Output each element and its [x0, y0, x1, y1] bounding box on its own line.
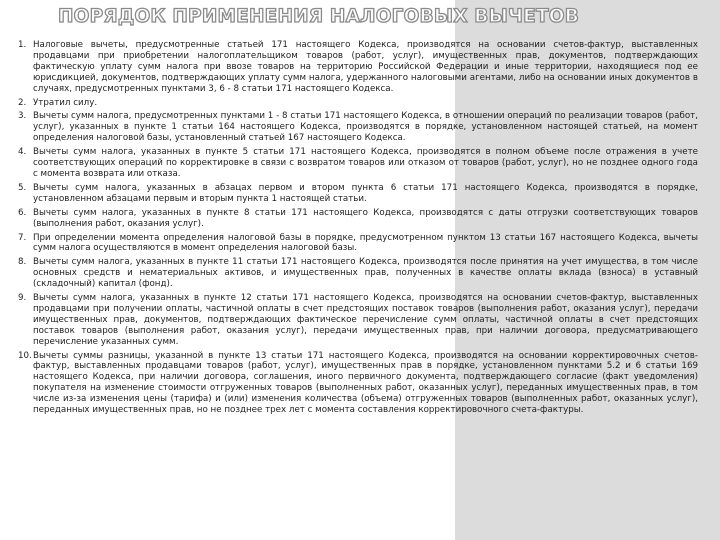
item-number: 7. [18, 232, 27, 243]
item-number: 4. [18, 147, 27, 158]
item-text: Вычеты сумм налога, указанных в пункте 5 статьи 171 настоящего Кодекса, производятся в полном объеме после отражения в учете соответствующих операций по корректировке в связи с возвратом товаров или отказом от товаров (работ, услуг), но не позднее одного года с момента возврата или отказа. [33, 147, 698, 179]
list-item [18, 183, 698, 205]
item-number: 10. [18, 350, 32, 361]
item-number: 5. [18, 182, 27, 193]
list-item [18, 233, 698, 255]
list-item [18, 40, 698, 95]
list-item [18, 208, 698, 230]
list-item [18, 111, 698, 144]
item-text: Налоговые вычеты, предусмотренные статьей 171 настоящего Кодекса, производятся на основании счетов-фактур, выставленных продавцами при приобретении налогоплательщиком товаров (работ, услуг), имущественных прав, документов, подтверждающих фактическую уплату сумм налога при ввозе товаров на территорию Российской Федерации и иные территории, находящиеся под ее юрисдикцией, документов, подтверждающих уплату сумм налога, удержанного налоговыми агентами, либо на основании иных документов в случаях, предусмотренных пунктами 3, 6 - 8 статьи 171 настоящего Кодекса. [33, 40, 698, 94]
item-number: 3. [18, 111, 27, 122]
list-item [18, 293, 698, 348]
item-text: Вычеты сумм налога, указанных в пункте 11 статьи 171 настоящего Кодекса, производятся после принятия на учет имущества, в том числе основных средств и нематериальных активов, и имущественных прав, полученных в качестве оплаты вклада (взноса) в уставный (складочный) капитал (фонд). [33, 257, 698, 290]
item-text: Вычеты сумм налога, указанных в абзацах первом и втором пункта 6 статьи 171 настоящего Кодекса, производятся в порядке, установленном абзацами первым и вторым пункта 1 настоящей статьи. [33, 182, 698, 204]
item-text: Вычеты сумм налога, указанных в пункте 12 статьи 171 настоящего Кодекса, производятся на основании счетов-фактур, выставленных продавцами при получении оплаты, частичной оплаты в счет предстоящих поставок товаров (выполнения работ, оказания услуг), передачи имущественных прав, документов, подтверждающих фактическое перечисление сумм оплаты, частичной оплаты в счет предстоящих поставок товаров (выполнения работ, оказания услуг), передачи имущественных прав, при наличии договора, предусматривающего перечисление указанных сумм. [33, 293, 698, 347]
deductions-list [18, 40, 698, 419]
item-text: Вычеты суммы разницы, указанной в пункте 13 статьи 171 настоящего Кодекса, производятся на основании корректировочных счетов-фактур, выставленных продавцами товаров (работ, услуг), имущественных прав в порядке, установленном пунктами 5.2 и 6 статьи 169 настоящего Кодекса, при наличии договора, соглашения, иного первичного документа, подтверждающего согласие (факт уведомления) покупателя на изменение стоимости отгруженных товаров (выполненных работ, оказанных услуг), переданных имущественных прав, в том числе из-за изменения цены (тарифа) и (или) изменения количества (объема) отгруженных товаров (выполненных работ, оказанных услуг), переданных имущественных прав, но не позднее трех лет с момента составления корректировочного счета-фактуры. [33, 350, 698, 416]
item-text: Вычеты сумм налога, предусмотренных пунктами 1 - 8 статьи 171 настоящего Кодекса, в отношении операций по реализации товаров (работ, услуг), указанных в пункте 1 статьи 164 настоящего Кодекса, производятся в порядке, установленном настоящей статьей, на момент определения налоговой базы, установленный статьей 167 настоящего Кодекса. [33, 111, 698, 144]
item-number: 6. [18, 207, 27, 218]
list-item [18, 98, 698, 109]
list-item [18, 147, 698, 180]
page-title: ПОРЯДОК ПРИМЕНЕНИЯ НАЛОГОВЫХ ВЫЧЕТОВ [58, 6, 580, 27]
item-number: 2. [18, 97, 27, 108]
item-text: Вычеты сумм налога, указанных в пункте 8 статьи 171 настоящего Кодекса, производятся с даты отгрузки соответствующих товаров (выполнения работ, оказания услуг). [33, 207, 698, 229]
list-item [18, 257, 698, 290]
item-number: 9. [18, 293, 27, 304]
item-text: При определении момента определения налоговой базы в порядке, предусмотренном пунктом 13 статьи 167 настоящего Кодекса, вычеты сумм налога осуществляются в момент определения налоговой базы. [33, 232, 698, 254]
list-item [18, 351, 698, 416]
item-number: 8. [18, 257, 27, 268]
item-number: 1. [18, 40, 27, 50]
item-text: Утратил силу. [33, 97, 98, 108]
